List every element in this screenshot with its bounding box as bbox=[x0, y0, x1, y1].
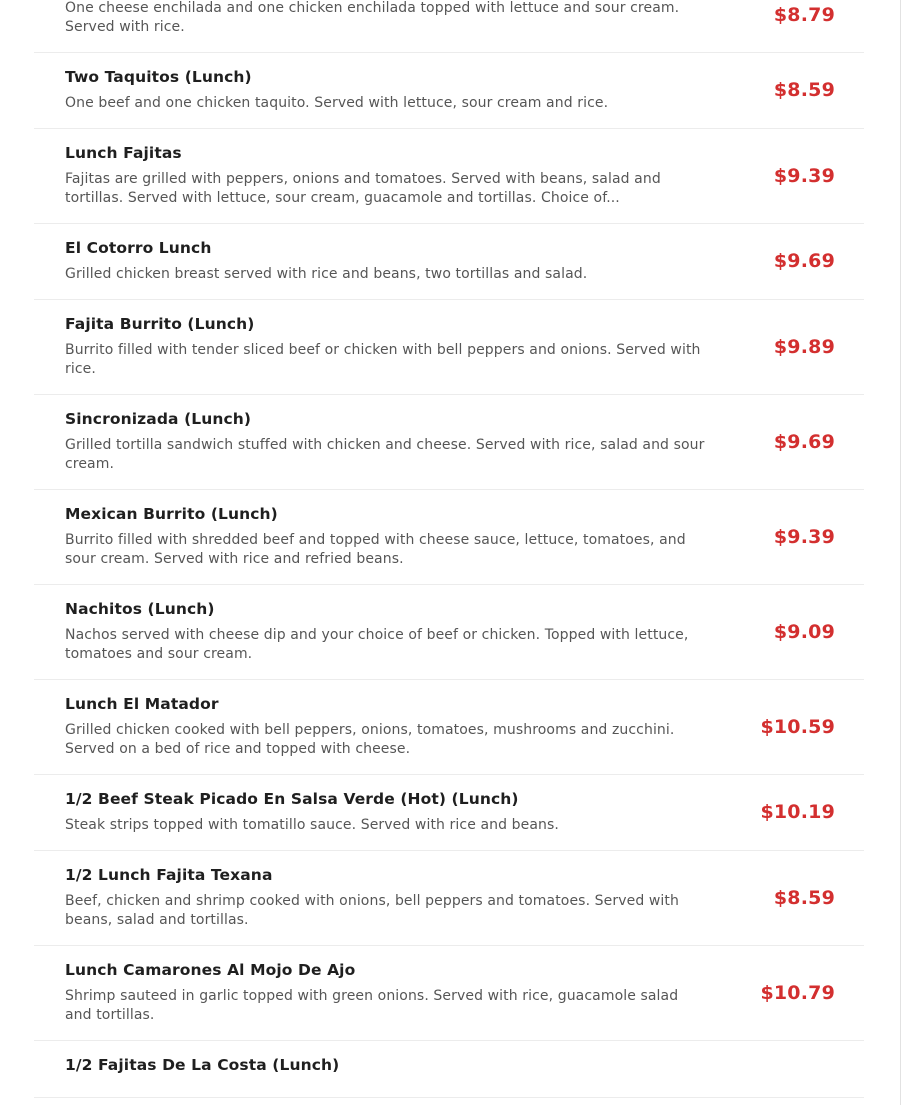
menu-item-price: $8.59 bbox=[773, 79, 835, 101]
menu-item-info bbox=[65, 599, 705, 664]
menu-item-name: Nachitos (Lunch) bbox=[65, 600, 215, 618]
page-edge-divider bbox=[900, 0, 901, 1105]
menu-item-name: Lunch Fajitas bbox=[65, 144, 182, 162]
menu-item-name: Lunch Camarones Al Mojo De Ajo bbox=[65, 961, 356, 979]
menu-item[interactable] bbox=[34, 129, 864, 224]
menu-item-info bbox=[65, 1055, 705, 1082]
menu-item-info bbox=[65, 67, 705, 113]
menu-item-price: $10.19 bbox=[760, 801, 835, 823]
menu-item-description: One cheese enchilada and one chicken enchilada topped with lettuce and sour cream. Served with rice. bbox=[65, 0, 680, 35]
menu-item-name: Two Taquitos (Lunch) bbox=[65, 68, 252, 86]
menu-item[interactable] bbox=[34, 395, 864, 490]
menu-item[interactable] bbox=[34, 585, 864, 680]
menu-item-info bbox=[65, 694, 705, 759]
menu-item-description: Grilled tortilla sandwich stuffed with chicken and cheese. Served with rice, salad and sour cream. bbox=[65, 437, 705, 472]
menu-item-name: Mexican Burrito (Lunch) bbox=[65, 505, 278, 523]
menu-item-info bbox=[65, 789, 705, 835]
menu-item[interactable] bbox=[34, 775, 864, 851]
menu-item-price: $9.69 bbox=[773, 430, 835, 453]
menu-item-name: 1/2 Fajitas De La Costa (Lunch) bbox=[65, 1056, 340, 1074]
menu-item-price: $10.79 bbox=[760, 981, 835, 1004]
menu-item-description: Shrimp sauteed in garlic topped with green onions. Served with rice, guacamole salad and tortillas. bbox=[65, 988, 679, 1023]
menu-item-price: $9.39 bbox=[773, 525, 835, 548]
menu-item-name: Sincronizada (Lunch) bbox=[65, 410, 252, 428]
menu-item-price: $9.39 bbox=[773, 164, 835, 187]
menu-item-info bbox=[65, 314, 705, 379]
menu-item-name: 1/2 Lunch Fajita Texana bbox=[65, 866, 273, 884]
menu-item-name: Fajita Burrito (Lunch) bbox=[65, 315, 255, 333]
menu-item[interactable] bbox=[34, 1041, 864, 1098]
menu-item[interactable] bbox=[34, 300, 864, 395]
menu-item[interactable] bbox=[34, 946, 864, 1041]
menu-item[interactable] bbox=[34, 53, 864, 129]
menu-item-name: El Cotorro Lunch bbox=[65, 239, 212, 257]
menu-item-description: Burrito filled with shredded beef and topped with cheese sauce, lettuce, tomatoes, and sour cream. Served with rice and refried beans. bbox=[65, 532, 686, 567]
menu-item-price: $9.09 bbox=[773, 620, 835, 643]
menu-item-info bbox=[65, 238, 705, 284]
menu-item-price: $10.59 bbox=[760, 715, 835, 738]
menu-item-price: $8.79 bbox=[773, 3, 835, 26]
menu-item[interactable] bbox=[34, 224, 864, 300]
menu-item-name: Lunch El Matador bbox=[65, 695, 219, 713]
menu-item-info bbox=[65, 0, 705, 37]
menu-item-description: Grilled chicken breast served with rice and beans, two tortillas and salad. bbox=[65, 266, 588, 282]
menu-item-description: Grilled chicken cooked with bell peppers, onions, tomatoes, mushrooms and zucchini. Served on a bed of rice and topped with cheese. bbox=[65, 722, 675, 757]
menu-item-description: Burrito filled with tender sliced beef or chicken with bell peppers and onions. Served with rice. bbox=[65, 342, 701, 377]
menu-item-info bbox=[65, 143, 705, 208]
menu-item-name: 1/2 Beef Steak Picado En Salsa Verde (Hot) (Lunch) bbox=[65, 790, 519, 808]
menu-item[interactable] bbox=[34, 680, 864, 775]
menu-item-info bbox=[65, 865, 705, 930]
menu-item[interactable] bbox=[34, 851, 864, 946]
menu-item-description: Steak strips topped with tomatillo sauce. Served with rice and beans. bbox=[65, 817, 559, 833]
menu-item-info bbox=[65, 960, 705, 1025]
menu-item[interactable] bbox=[34, 490, 864, 585]
menu-item-price: $9.69 bbox=[773, 250, 835, 272]
menu-item-info bbox=[65, 504, 705, 569]
menu-item[interactable] bbox=[34, 0, 864, 53]
menu-item-description: Nachos served with cheese dip and your choice of beef or chicken. Topped with lettuce, tomatoes and sour cream. bbox=[65, 627, 689, 662]
menu-item-price: $8.59 bbox=[773, 886, 835, 909]
menu-item-description: Beef, chicken and shrimp cooked with onions, bell peppers and tomatoes. Served with beans, salad and tortillas. bbox=[65, 893, 679, 928]
menu-item-info bbox=[65, 409, 705, 474]
menu-item-list bbox=[34, 0, 864, 1098]
menu-item-price: $9.89 bbox=[773, 335, 835, 358]
menu-item-description: Fajitas are grilled with peppers, onions and tomatoes. Served with beans, salad and tortillas. Served with lettuce, sour cream, guacamole and tortillas. Choice of... bbox=[65, 171, 661, 206]
menu-item-description: One beef and one chicken taquito. Served with lettuce, sour cream and rice. bbox=[65, 95, 609, 111]
